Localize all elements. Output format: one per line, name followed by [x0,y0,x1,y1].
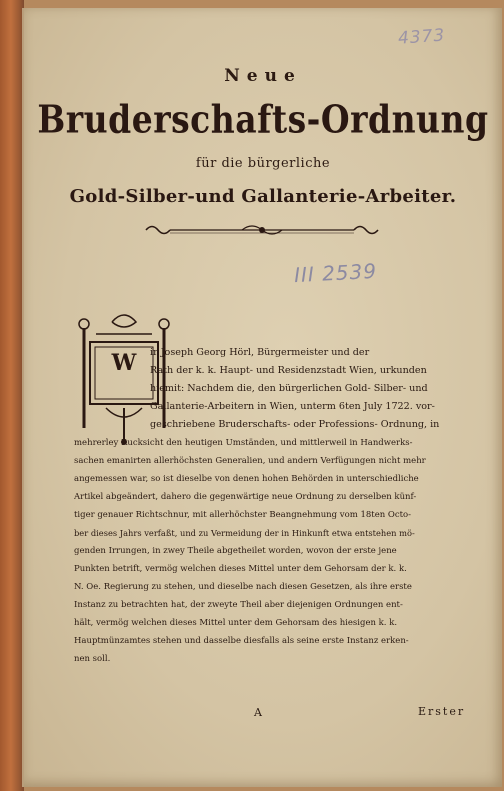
body-line: mehrerley Rucksicht den heutigen Umständen, und mittlerweil in Handwerks- [74,438,413,448]
body-line: ber dieses Jahrs verfaßt, und zu Vermeidung der in Hinkunft etwa entstehen mö- [74,528,415,538]
page-title: Bruderschafts-Ordnung [37,97,489,142]
body-line: Instanz zu betrachten hat, der zweyte Theil aber diejenigen Ordnungen ent- [74,600,403,610]
body-line: genden Irrungen, in zwey Theile abgetheilet worden, wovon der erste jene [74,546,397,556]
body-line: hält, vermög welchen dieses Mittel unter dem Gehorsam des hiesigen k. k. [74,618,398,628]
handwritten-shelfmark: 4373 [397,25,446,49]
body-line: hiemit: Nachdem die, den bürgerlichen Gold- Silber- und [150,383,428,394]
body-line: Hauptmünzamtes stehen und dasselbe diesfalls als seine erste Instanz erken- [74,636,409,646]
catchword: Erster [418,705,466,718]
body-line: angemessen war, so ist dieselbe von denen hohen Behörden in unterschiedliche [74,474,419,484]
body-line: Punkten betrift, vermög welchen dieses Mittel unter dem Gehorsam der k. k. [74,564,407,574]
title-trade: Gold-Silber-und Gallanterie-Arbeiter. [69,186,457,207]
body-line: Gallanterie-Arbeitern in Wien, unterm 6ten July 1722. vor- [150,401,435,412]
signature-mark: A [254,706,262,719]
handwritten-call-number: III 2539 [293,258,378,288]
body-line: Rath der k. k. Haupt- und Residenzstadt Wien, urkunden [150,365,427,376]
document-page [22,8,502,787]
body-line: sachen emanirten allerhöchsten Generalien, und andern Verfügungen nicht mehr [74,456,426,466]
initial-letter: W [111,350,137,376]
title-neue: Neue [224,66,302,86]
body-line: N. Oe. Regierung zu stehen, und dieselbe nach diesen Gesetzen, als ihre erste [74,582,412,592]
ornament-divider-icon [142,222,382,238]
body-line: Artikel abgeändert, dahero die gegenwärtige neue Ordnung zu derselben künf- [74,492,417,502]
body-line: nen soll. [74,654,111,664]
body-line: tiger genauer Richtschnur, mit allerhöchster Beangnehmung vom 18ten Octo- [74,510,412,520]
title-subline: für die bürgerliche [195,156,331,171]
body-line: ir Joseph Georg Hörl, Bürgermeister und der [150,347,370,358]
book-binding-edge [0,0,24,791]
body-line: geschriebene Bruderschafts- oder Professions- Ordnung, in [150,419,440,430]
